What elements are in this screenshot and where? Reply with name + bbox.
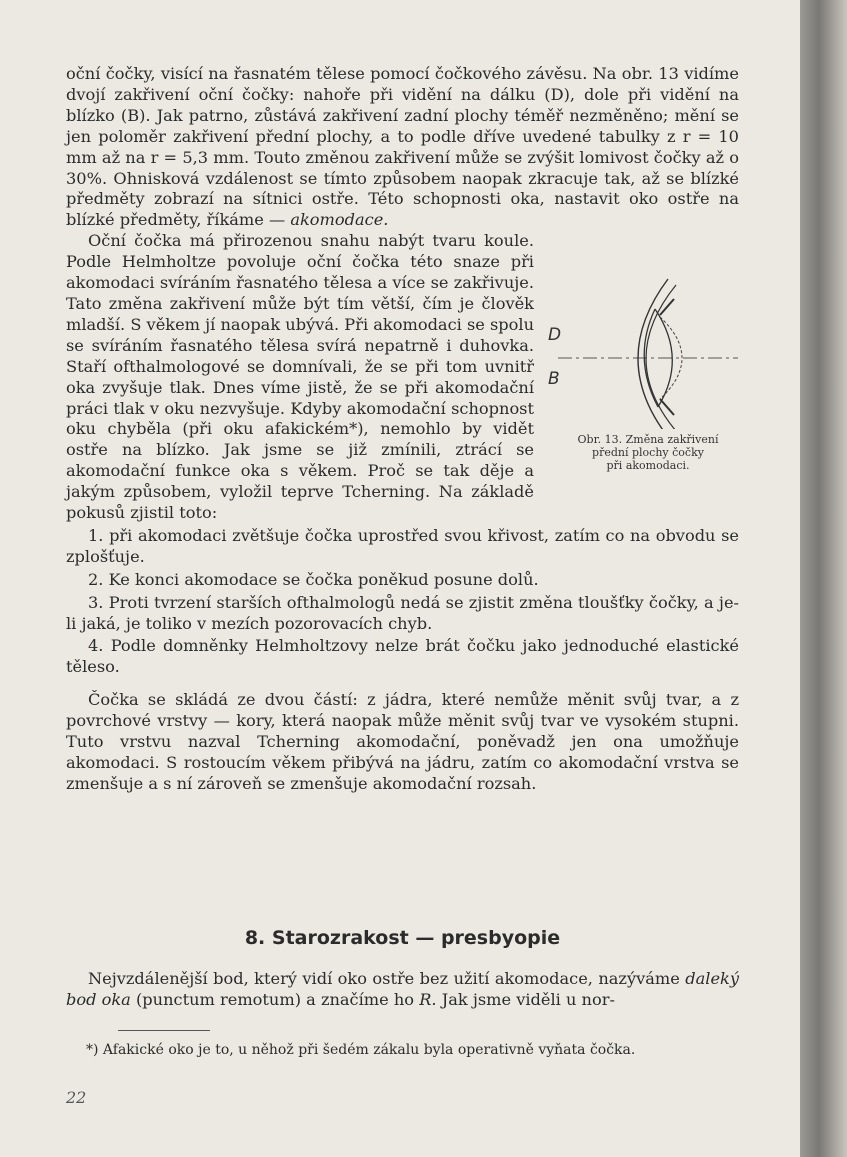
- footnote-rule: [118, 1030, 210, 1031]
- section-heading: 8. Starozrakost — presbyopie: [244, 927, 561, 949]
- section-text: Nejvzdálenější bod, který vidí oko ostře bez užití akomodace, nazýváme daleký bod oka (punctum remotum) a značíme ho R. Jak jsme viděli u nor-: [66, 969, 739, 1009]
- label-d: D: [548, 325, 562, 346]
- paragraph-1: oční čočky, visící na řasnatém tělese pomocí čočkového závěsu. Na obr. 13 vidíme dvojí zakřivení oční čočky: nahoře při vidění na dálku (D), dole při vidění na blízko (B). Jak patrno, zůstává zakřivení zadní plochy téměř nezměněno; mění se jen poloměr zakřivení přední plochy, a to podle dříve uvedené tabulky z r = 10 mm až na r = 5,3 mm. Touto změnou zakřivení může se zvýšit lomivost čočky až o 30%. Ohnisková vzdálenost se tímto způsobem naopak zkracuje tak, až se blízké předměty zobrazí na sítnici ostře. Této schopnosti oka, nastavit oko ostře na blízké předměty, říkáme — akomodace.: [66, 64, 739, 230]
- list-item: 2. Ke konci akomodace se čočka poněkud posune dolů.: [88, 569, 539, 589]
- term-daleky-bod: daleký bod oka: [66, 969, 739, 1009]
- paragraph-2: Oční čočka má přirozenou snahu nabýt tvaru koule. Podle Helmholtze povoluje oční čočka této snaze při akomodaci svíráním řasnatého tělesa a více se zakřivuje. Tato změna zakřivení může být tím větší, čím je člověk mladší. S věkem jí naopak ubývá. Při akomodaci se spolu se svíráním řasnatého tělesa svírá nepatrně i duhovka. Staří ofthalmologové se domnívali, že se při tom uvnitř oka zvyšuje tlak. Dnes víme jistě, že se při akomodační práci tlak v oku nezvyšuje. Kdyby akomodační schopnost oku chyběla (při oku afakickém*), nemohlo by vidět ostře na blízko. Jak jsme se již zmínili, ztrácí se akomodační funkce oka s věkem. Proč se tak děje a jakým způsobem, vyložil teprve Tcherning. Na základě pokusů zjistil toto:: [66, 231, 535, 523]
- figure-13: [548, 239, 753, 513]
- paragraph-2-with-figure: [66, 231, 739, 524]
- symbol-r: R.: [419, 989, 437, 1009]
- label-b: B: [548, 369, 560, 390]
- paragraph-3: Čočka se skládá ze dvou částí: z jádra, které nemůže měnit svůj tvar, a z povrchové vrstvy — kory, která naopak může měnit svůj tvar ve vysokém stupni. Tuto vrstvu nazval Tcherning akomodační, poněvadž jen ona umožňuje akomodaci. S rostoucím věkem přibývá na jádru, zatím co akomodační vrstva se zmenšuje a s ní zároveň se zmenšuje akomodační rozsah.: [66, 690, 739, 793]
- figure-caption: Obr. 13. Změna zakřivení přední plochy čočky při akomodaci.: [577, 433, 719, 473]
- page-edge-shadow: [800, 0, 847, 1157]
- page-number: 22: [66, 1088, 87, 1107]
- lens-curvature-diagram: [548, 239, 753, 429]
- list-item: 3. Proti tvrzení starších ofthalmologů nedá se zjistit změna tloušťky čočky, a je-li jaká, je toliko v mezích pozorovacích chyb.: [66, 592, 739, 633]
- ciliary-upper: [660, 299, 674, 315]
- main-text: [66, 64, 739, 795]
- findings-list: [66, 526, 739, 678]
- footnote: *) Afakické oko je to, u něhož při šedém zákalu byla operativně vyňata čočka.: [86, 1042, 636, 1058]
- term-akomodace: akomodace.: [290, 210, 389, 230]
- list-item: 4. Podle domněnky Helmholtzovy nelze brát čočku jako jednoduché elastické těleso.: [66, 636, 739, 677]
- list-item: 1. při akomodaci zvětšuje čočka uprostřed svou křivost, zatím co na obvodu se zplošťuje.: [66, 525, 739, 566]
